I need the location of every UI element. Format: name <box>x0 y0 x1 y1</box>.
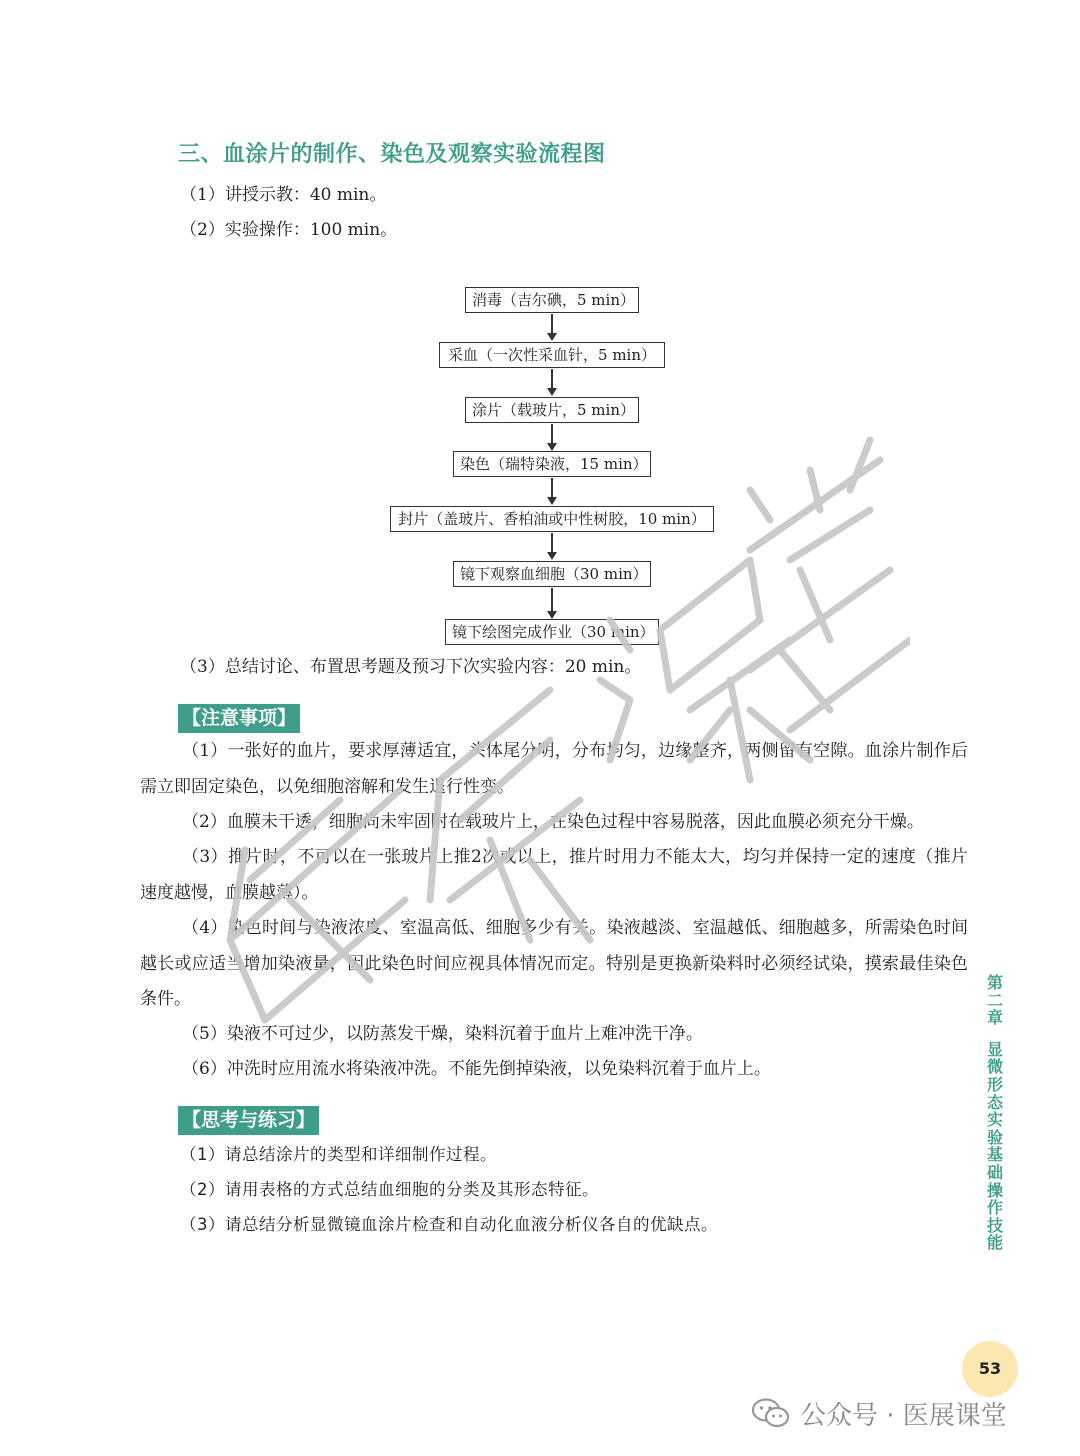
note-paragraph-3: （3）推片时，不可以在一张玻片上推2次或以上，推片时用力不能太大，均匀并保持一定的速度（推片速度越慢，血膜越薄）。 <box>140 847 968 903</box>
timing-item-3: （3）总结讨论、布置思考题及预习下次实验内容：20 min。 <box>180 657 642 677</box>
exercise-item-3: （3）请总结分析显微镜血涂片检查和自动化血液分析仪各自的优缺点。 <box>180 1215 718 1234</box>
note-paragraph-5: （5）染液不可过少，以防蒸发干燥，染料沉着于血片上难冲洗干净。 <box>182 1024 703 1044</box>
timing-item-1: （1）讲授示教：40 min。 <box>180 185 387 205</box>
flow-arrow <box>551 478 553 499</box>
note-paragraph-6: （6）冲洗时应用流水将染液冲洗。不能先倒掉染液，以免染料沉着于血片上。 <box>182 1059 771 1079</box>
note-paragraph-4: （4）染色时间与染液浓度、室温高低、细胞多少有关。染液越淡、室温越低、细胞越多，所需染色时间越长或应适当增加染液量，因此染色时间应视具体情况而定。特别是更换新染料时必须经试染，摸索最佳染色条件。 <box>140 918 968 1009</box>
flow-step-observe: 镜下观察血细胞（30 min） <box>453 561 651 587</box>
note-paragraph-2: （2）血膜未干透，细胞尚未牢固附在载玻片上，在染色过程中容易脱落，因此血膜必须充分干燥。 <box>182 812 924 832</box>
flow-arrow <box>551 533 553 554</box>
flowchart <box>0 0 1080 660</box>
flow-step-mount: 封片（盖玻片、香柏油或中性树胶，10 min） <box>390 506 714 532</box>
flow-arrow <box>551 369 553 390</box>
timing-item-2: （2）实验操作：100 min。 <box>180 220 398 240</box>
flow-step-blood-collection: 采血（一次性采血针，5 min） <box>439 342 665 368</box>
sidebar-chapter-title: 显微形态实验基础操作技能 <box>986 1039 1003 1253</box>
flow-step-draw: 镜下绘图完成作业（30 min） <box>445 619 659 645</box>
exercise-item-1: （1）请总结涂片的类型和详细制作过程。 <box>180 1145 497 1164</box>
flow-arrow <box>551 424 553 445</box>
flow-arrow <box>551 588 553 613</box>
exercises-heading: 【思考与练习】 <box>178 1106 319 1135</box>
footer-label: 公众号 · 医展课堂 <box>800 1400 1007 1431</box>
footer-account[interactable] <box>752 1393 1007 1433</box>
sidebar-chapter: 第二章 <box>986 973 1003 1028</box>
flow-step-disinfect: 消毒（吉尔碘，5 min） <box>465 287 639 313</box>
chapter-sidebar <box>983 974 1007 1252</box>
section-title: 三、血涂片的制作、染色及观察实验流程图 <box>178 142 606 167</box>
wechat-icon <box>752 1398 790 1428</box>
notes-heading: 【注意事项】 <box>178 704 300 733</box>
note-paragraph-1: （1）一张好的血片，要求厚薄适宜，头体尾分明，分布均匀，边缘整齐，两侧留有空隙。血涂片制作后需立即固定染色，以免细胞溶解和发生退行性变。 <box>140 741 968 797</box>
flow-step-stain: 染色（瑞特染液，15 min） <box>453 451 651 477</box>
exercise-item-2: （2）请用表格的方式总结血细胞的分类及其形态特征。 <box>180 1180 599 1199</box>
flow-arrow <box>551 314 553 335</box>
page-number: 53 <box>962 1341 1018 1397</box>
flow-step-smear: 涂片（载玻片，5 min） <box>465 397 639 423</box>
